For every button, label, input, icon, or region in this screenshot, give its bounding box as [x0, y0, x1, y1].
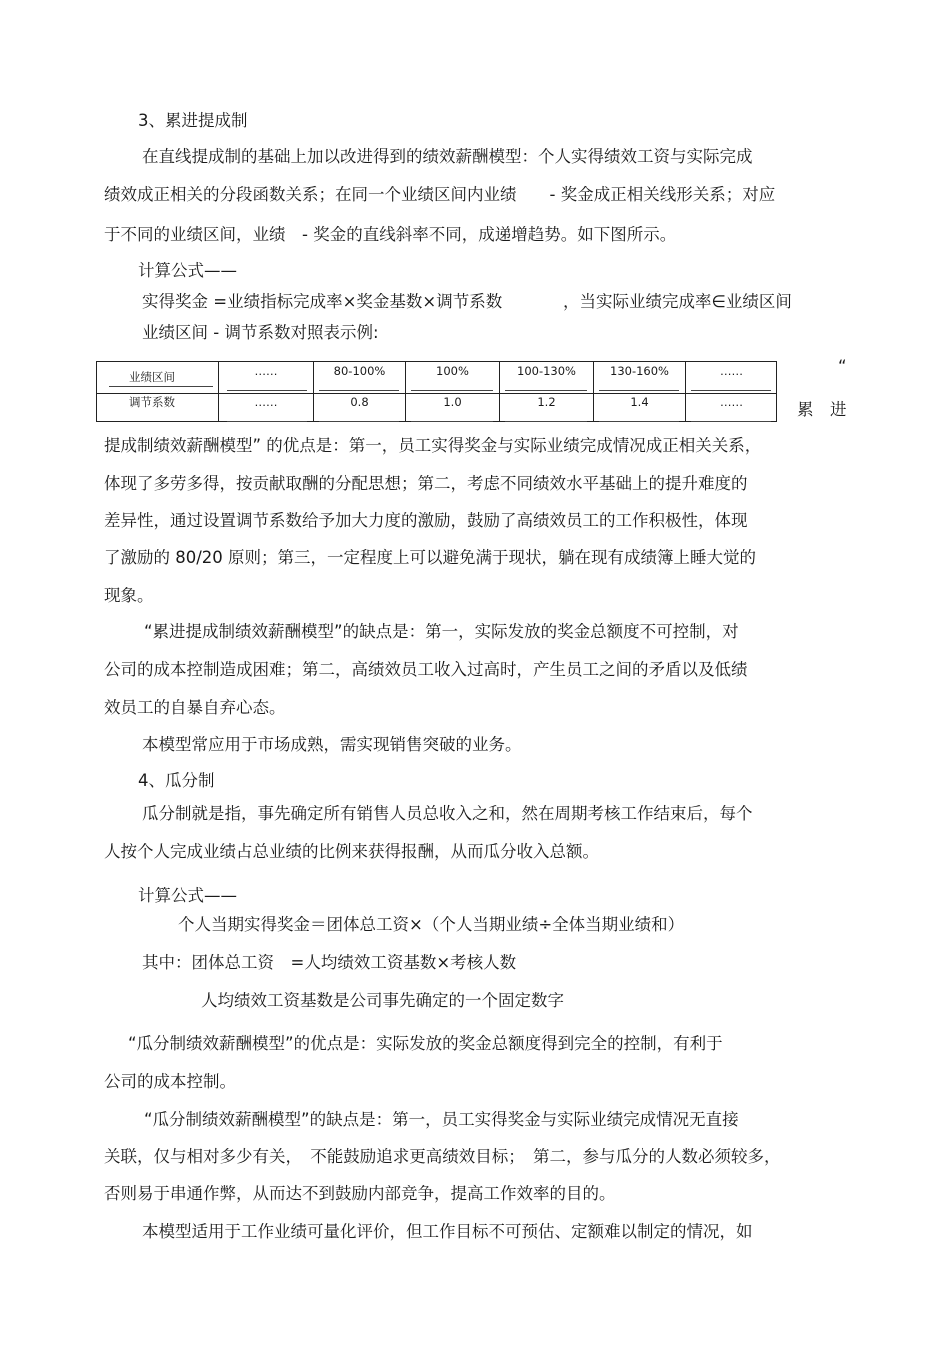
table-caption: 业绩区间 - 调节系数对照表示例:	[142, 323, 379, 342]
side-text: 累 进	[797, 400, 847, 419]
table-cell: ……	[720, 395, 743, 409]
table-cell: 100-130%	[517, 364, 576, 378]
table-cell: 80-100%	[333, 364, 386, 378]
paragraph-line: “瓜分制绩效薪酬模型”的缺点是：第一，员工实得奖金与实际业绩完成情况无直接	[144, 1110, 739, 1129]
paragraph-line: 了激励的 80/20 原则；第三，一定程度上可以避免满于现状，躺在现有成绩簿上睡大觉的	[104, 548, 757, 567]
paragraph-line: 现象。	[104, 586, 154, 605]
section-heading: 3、累进提成制	[138, 111, 248, 130]
paragraph-line: 公司的成本控制造成困难；第二，高绩效员工收入过高时，产生员工之间的矛盾以及低绩	[104, 660, 748, 679]
formula-condition: ，当实际业绩完成率∈业绩区间	[563, 292, 792, 311]
section-heading: 4、瓜分制	[138, 771, 215, 790]
formula-text: 个人当期实得奖金＝团体总工资×（个人当期业绩÷全体当期业绩和）	[178, 915, 685, 934]
table-row-header: 业绩区间	[129, 370, 175, 384]
table-cell: 100%	[436, 364, 469, 378]
table-cell: 0.8	[350, 395, 369, 409]
table-cell: ……	[720, 364, 743, 378]
paragraph-line: 体现了多劳多得，按贡献取酬的分配思想；第二，考虑不同绩效水平基础上的提升难度的	[104, 474, 748, 493]
coefficient-table	[96, 361, 777, 422]
paragraph-line: 否则易于串通作弊，从而达不到鼓励内部竞争，提高工作效率的目的。	[104, 1184, 616, 1203]
paragraph-line: 效员工的自暴自弃心态。	[104, 698, 286, 717]
table-cell: ……	[254, 395, 278, 409]
paragraph-line: 人按个人完成业绩占总业绩的比例来获得报酬，从而瓜分收入总额。	[104, 842, 599, 861]
paragraph-line: 关联，仅与相对多少有关， 不能鼓励追求更高绩效目标； 第二，参与瓜分的人数必须较多，	[104, 1147, 781, 1166]
paragraph-line: 本模型常应用于市场成熟，需实现销售突破的业务。	[142, 735, 522, 754]
formula-text: 实得奖金 =业绩指标完成率×奖金基数×调节系数	[142, 292, 503, 311]
table-cell: 1.0	[443, 395, 462, 409]
table-cell: 1.2	[537, 395, 556, 409]
table-cell: ……	[254, 364, 278, 378]
table-cell: 1.4	[630, 395, 649, 409]
paragraph-line: 在直线提成制的基础上加以改进得到的绩效薪酬模型：个人实得绩效工资与实际完成	[142, 147, 753, 166]
side-quote: “	[838, 357, 847, 376]
table-row-header: 调节系数	[129, 395, 175, 409]
paragraph-line: 于不同的业绩区间，业绩 - 奖金的直线斜率不同，成递增趋势。如下图所示。	[104, 225, 677, 244]
table-cell: 130-160%	[610, 364, 669, 378]
formula-where-note: 人均绩效工资基数是公司事先确定的一个固定数字	[201, 991, 564, 1010]
formula-label: 计算公式——	[138, 261, 237, 280]
paragraph-line: 绩效成正相关的分段函数关系；在同一个业绩区间内业绩 - 奖金成正相关线形关系；对应	[104, 185, 776, 204]
paragraph-line: 本模型适用于工作业绩可量化评价，但工作目标不可预估、定额难以制定的情况，如	[142, 1222, 753, 1241]
paragraph-line: “累进提成制绩效薪酬模型”的缺点是：第一，实际发放的奖金总额度不可控制，对	[144, 622, 739, 641]
paragraph-line: 提成制绩效薪酬模型” 的优点是：第一，员工实得奖金与实际业绩完成情况成正相关关系，	[104, 436, 762, 455]
formula-label: 计算公式——	[138, 886, 237, 905]
paragraph-line: “瓜分制绩效薪酬模型”的优点是：实际发放的奖金总额度得到完全的控制，有利于	[128, 1034, 723, 1053]
paragraph-line: 差异性，通过设置调节系数给予加大力度的激励，鼓励了高绩效员工的工作积极性，体现	[104, 511, 748, 530]
formula-where: 其中：团体总工资 =人均绩效工资基数×考核人数	[142, 953, 517, 972]
paragraph-line: 瓜分制就是指，事先确定所有销售人员总收入之和，然在周期考核工作结束后，每个	[142, 804, 753, 823]
paragraph-line: 公司的成本控制。	[104, 1072, 236, 1091]
